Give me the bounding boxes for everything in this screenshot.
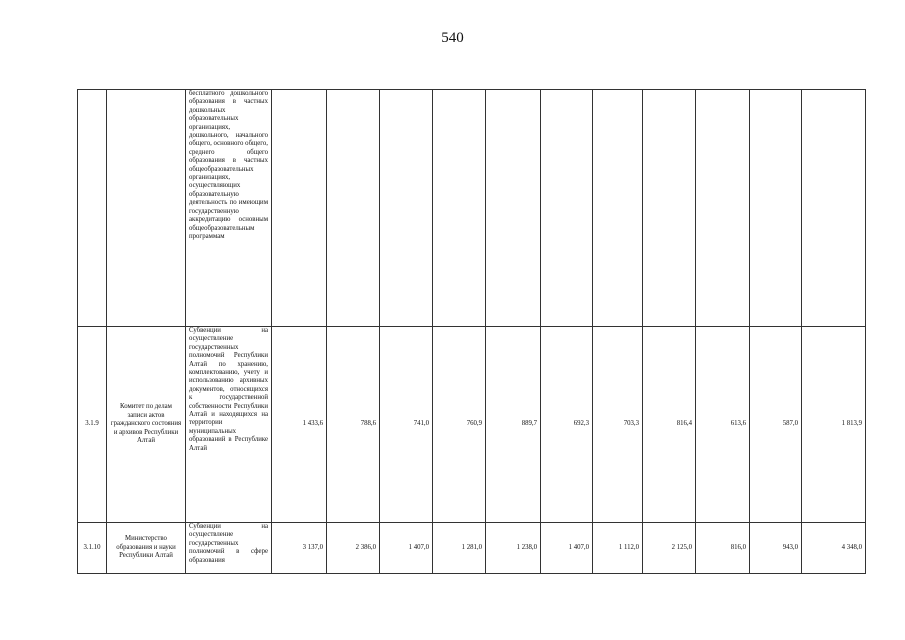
row-value (433, 90, 486, 327)
table-row (78, 90, 866, 327)
row-index (78, 90, 107, 327)
row-value: 816,4 (643, 327, 696, 523)
row-value (750, 90, 802, 327)
row-value: 741,0 (380, 327, 433, 523)
row-value: 760,9 (433, 327, 486, 523)
row-description: Субвенции на осуществление государственных полномочий в сфере образования (186, 523, 272, 574)
row-value: 1 112,0 (593, 523, 643, 574)
row-description: бесплатного дошкольного образования в частных дошкольных образовательных организациях, дошкольного, начального общего, основного общего, среднего общего образования в частных общеобразовательных организациях, осуществляющих образовательную деятельность по имеющим государственную аккредитацию основным общеобразовательным программам (186, 90, 272, 327)
row-value: 816,0 (696, 523, 750, 574)
row-organization (107, 90, 186, 327)
row-value (541, 90, 593, 327)
row-value: 1 281,0 (433, 523, 486, 574)
row-value (327, 90, 380, 327)
row-value: 889,7 (486, 327, 541, 523)
row-value (593, 90, 643, 327)
row-value: 1 407,0 (541, 523, 593, 574)
row-value (486, 90, 541, 327)
row-value (380, 90, 433, 327)
row-value: 1 407,0 (380, 523, 433, 574)
row-value: 1 433,6 (272, 327, 327, 523)
row-index: 3.1.10 (78, 523, 107, 574)
table-row (78, 327, 866, 523)
data-table (77, 89, 866, 574)
row-value: 2 125,0 (643, 523, 696, 574)
row-value (272, 90, 327, 327)
row-value: 703,3 (593, 327, 643, 523)
row-value: 1 813,9 (802, 327, 866, 523)
row-value (802, 90, 866, 327)
row-value: 613,6 (696, 327, 750, 523)
row-value: 943,0 (750, 523, 802, 574)
row-value: 587,0 (750, 327, 802, 523)
row-value: 692,3 (541, 327, 593, 523)
row-organization: Комитет по делам записи актов гражданского состояния и архивов Республики Алтай (107, 327, 186, 523)
page-number: 540 (441, 30, 464, 46)
row-description: Субвенции на осуществление государственных полномочий Республики Алтай по хранению, комплектованию, учету и использованию архивных документов, относящихся к государственной собственности Республики Алтай и находящихся на территории муниципальных образований в Республике Алтай (186, 327, 272, 523)
row-organization: Министерство образования и науки Республики Алтай (107, 523, 186, 574)
row-value: 2 386,0 (327, 523, 380, 574)
row-value: 3 137,0 (272, 523, 327, 574)
row-value: 788,6 (327, 327, 380, 523)
row-index: 3.1.9 (78, 327, 107, 523)
row-value (643, 90, 696, 327)
row-value: 4 348,0 (802, 523, 866, 574)
row-value (696, 90, 750, 327)
row-value: 1 238,0 (486, 523, 541, 574)
table-row (78, 523, 866, 574)
